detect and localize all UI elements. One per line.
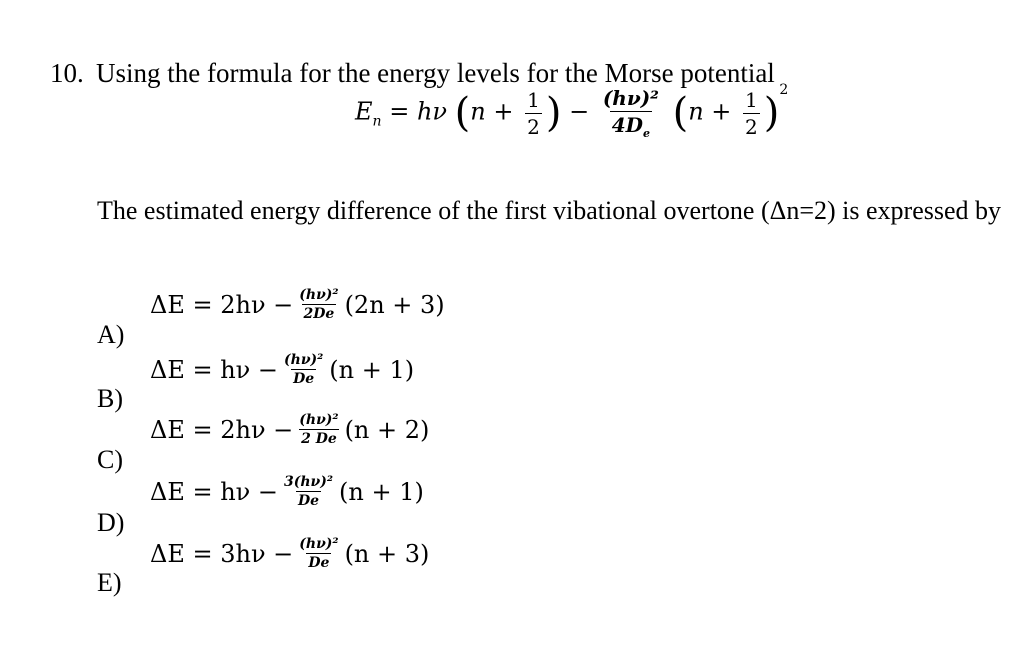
option-a-fraction [297, 287, 340, 322]
option-d-numerator: 3(hν)² [284, 474, 334, 490]
option-a-letter: A) [97, 320, 125, 349]
formula-n-plus-2: n + [688, 97, 732, 126]
option-c-tail: (n + 2) [344, 415, 430, 444]
option-b-tail: (n + 1) [329, 355, 415, 384]
formula-lhs-subscript: n [372, 113, 382, 130]
coefficient-den-main: 4D [611, 113, 644, 137]
formula-n-plus-1: n + [470, 97, 514, 126]
option-e-letter: E) [97, 568, 122, 597]
option-b-equation [150, 352, 414, 387]
question-followup: The estimated energy difference of the first vibational overtone (Δn=2) is expressed by [97, 196, 1002, 225]
option-e-equation [150, 536, 429, 571]
morse-energy-formula [355, 82, 789, 140]
option-b-denominator: De [293, 371, 315, 387]
question-stem: Using the formula for the energy levels for the Morse potential [96, 58, 775, 88]
option-e-lhs: ΔE = 3hν − [150, 539, 294, 568]
formula-square-exponent: 2 [779, 82, 789, 98]
option-c-numerator: (hν)² [299, 412, 339, 428]
question-stem-line [50, 58, 775, 89]
formula-minus: − [569, 97, 590, 126]
option-c-fraction [297, 412, 340, 447]
option-d-tail: (n + 1) [339, 477, 424, 506]
paren-open-2: ( [672, 90, 689, 136]
option-e-numerator: (hν)² [299, 536, 339, 552]
option-a-equation [150, 287, 445, 322]
option-e-denominator: De [308, 555, 330, 571]
half-denominator-2: 2 [745, 114, 758, 139]
option-a-tail: (2n + 3) [344, 290, 445, 319]
paren-close-2: ) [763, 90, 780, 136]
paren-close-1: ) [545, 90, 562, 136]
option-d-fraction [282, 474, 335, 509]
paren-open-1: ( [454, 90, 471, 136]
option-b-fraction [282, 352, 325, 387]
half-fraction-2 [743, 88, 760, 139]
option-e-tail: (n + 3) [344, 539, 430, 568]
option-a-denominator: 2De [303, 306, 335, 322]
half-numerator-2: 1 [745, 87, 758, 112]
half-denominator-1: 2 [527, 114, 540, 139]
option-b-letter: B) [97, 384, 123, 413]
option-c-equation [150, 412, 429, 447]
question-number: 10. [50, 58, 84, 88]
option-c-letter: C) [97, 445, 123, 474]
option-a-lhs: ΔE = 2hν − [150, 290, 294, 319]
option-d-letter: D) [97, 508, 125, 537]
option-d-lhs: ΔE = hν − [150, 477, 279, 506]
option-d-equation [150, 474, 424, 509]
formula-lhs: E [355, 97, 373, 126]
half-numerator-1: 1 [527, 87, 540, 112]
coefficient-denominator [610, 111, 652, 140]
option-c-denominator: 2 De [301, 431, 337, 447]
option-d-denominator: De [297, 493, 320, 509]
option-c-lhs: ΔE = 2hν − [150, 415, 294, 444]
half-fraction-1 [525, 88, 542, 139]
option-e-fraction [297, 536, 340, 571]
option-a-numerator: (hν)² [299, 287, 339, 303]
coefficient-fraction [601, 86, 661, 140]
option-b-numerator: (hν)² [284, 352, 324, 368]
coefficient-numerator: (hν)² [602, 86, 659, 110]
option-b-lhs: ΔE = hν − [150, 355, 279, 384]
formula-eq: = hν [389, 97, 447, 126]
coefficient-den-sub: e [643, 127, 651, 140]
